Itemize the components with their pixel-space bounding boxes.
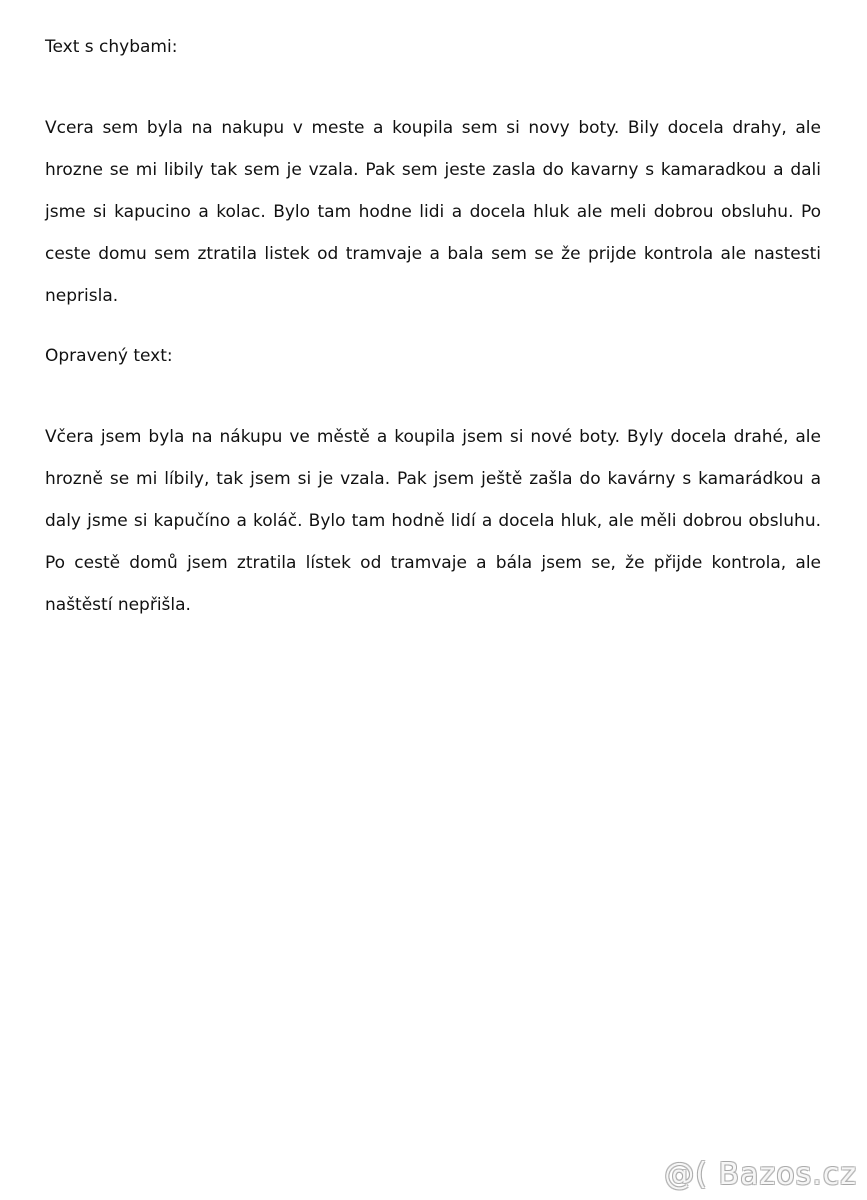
corrected-paragraph: Včera jsem byla na nákupu ve městě a koupila jsem si nové boty. Byly docela drahé, ale hrozně se mi líbily, tak jsem si je vzala. Pak jsem ještě zašla do kavárny s kamarádkou a daly jsme si kapučíno a koláč. Bylo tam hodně lidí a docela hluk, ale měli dobrou obsluhu. Po cestě domů jsem ztratila lístek od tramvaje a bála jsem se, že přijde kontrola, ale naštěstí nepřišla. (45, 427, 821, 615)
errors-heading: Text s chybami: (45, 37, 178, 57)
errors-paragraph: Vcera sem byla na nakupu v meste a koupila sem si novy boty. Bily docela drahy, ale hrozne se mi libily tak sem je vzala. Pak sem jeste zasla do kavarny s kamaradkou a dali jsme si kapucino a kolac. Bylo tam hodne lidi a docela hluk ale meli dobrou obsluhu. Po ceste domu sem ztratila listek od tramvaje a bala sem se že prijde kontrola ale nastesti neprisla. (45, 118, 821, 306)
corrected-heading: Opravený text: (45, 346, 173, 366)
bazos-watermark: @( Bazos.cz (664, 1157, 857, 1192)
